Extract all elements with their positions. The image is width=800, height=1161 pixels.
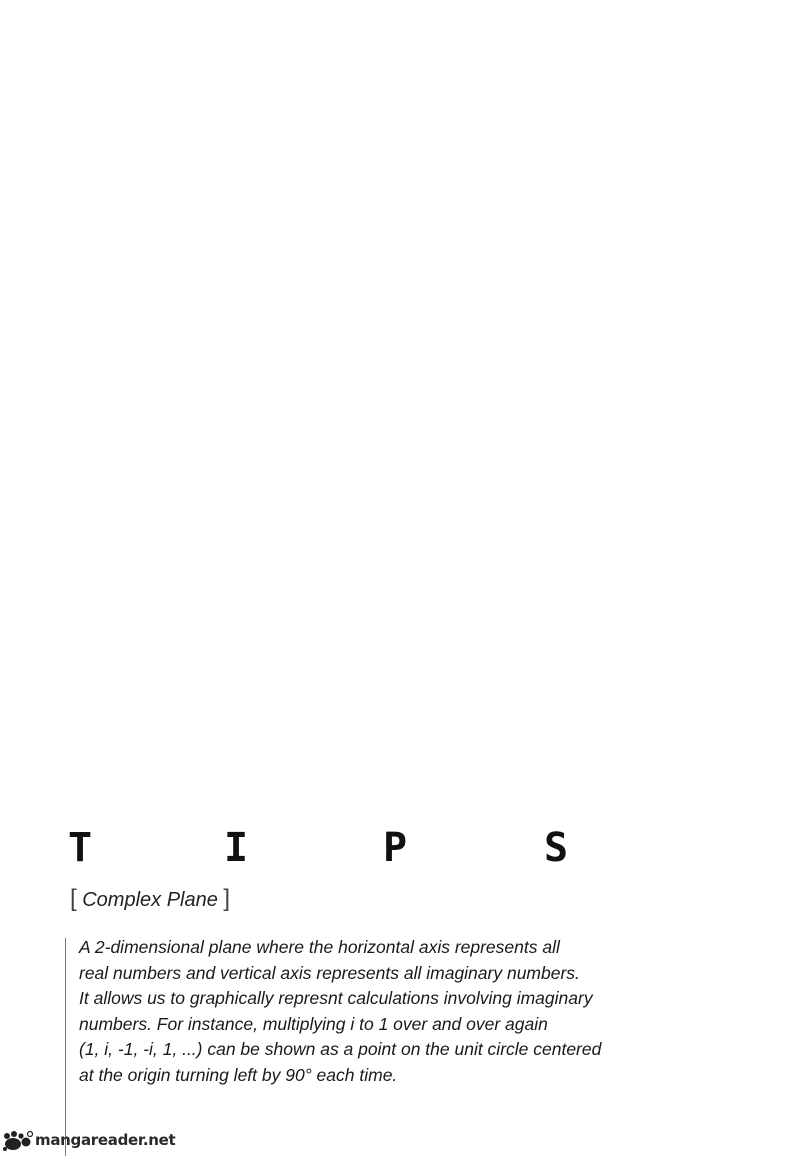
close-bracket: ] <box>223 885 231 912</box>
definition-text <box>79 935 679 1089</box>
margin-rule <box>65 938 66 1156</box>
tips-letter-p: P <box>383 825 408 871</box>
tips-letter-s: S <box>544 825 569 871</box>
tips-heading <box>68 826 588 870</box>
definition-line: It allows us to graphically represnt calculations involving imaginary <box>79 988 593 1009</box>
paw-splat-icon <box>2 1128 36 1154</box>
term-title-text: Complex Plane <box>82 889 218 911</box>
definition-line: at the origin turning left by 90° each time. <box>79 1064 398 1085</box>
open-bracket: [ <box>70 885 77 912</box>
definition-line: real numbers and vertical axis represents all imaginary numbers. <box>79 962 580 983</box>
definition-line: (1, i, -1, -i, 1, ...) can be shown as a point on the unit circle centered <box>79 1039 602 1060</box>
tips-letter-t: T <box>68 825 93 871</box>
tips-letter-i: I <box>224 825 249 871</box>
watermark <box>2 1126 176 1156</box>
definition-line: A 2-dimensional plane where the horizontal axis represents all <box>79 937 560 957</box>
term-title <box>70 884 230 915</box>
definition-line: numbers. For instance, multiplying i to 1 over and over again <box>79 1013 548 1034</box>
watermark-text: mangareader.net <box>35 1131 176 1149</box>
